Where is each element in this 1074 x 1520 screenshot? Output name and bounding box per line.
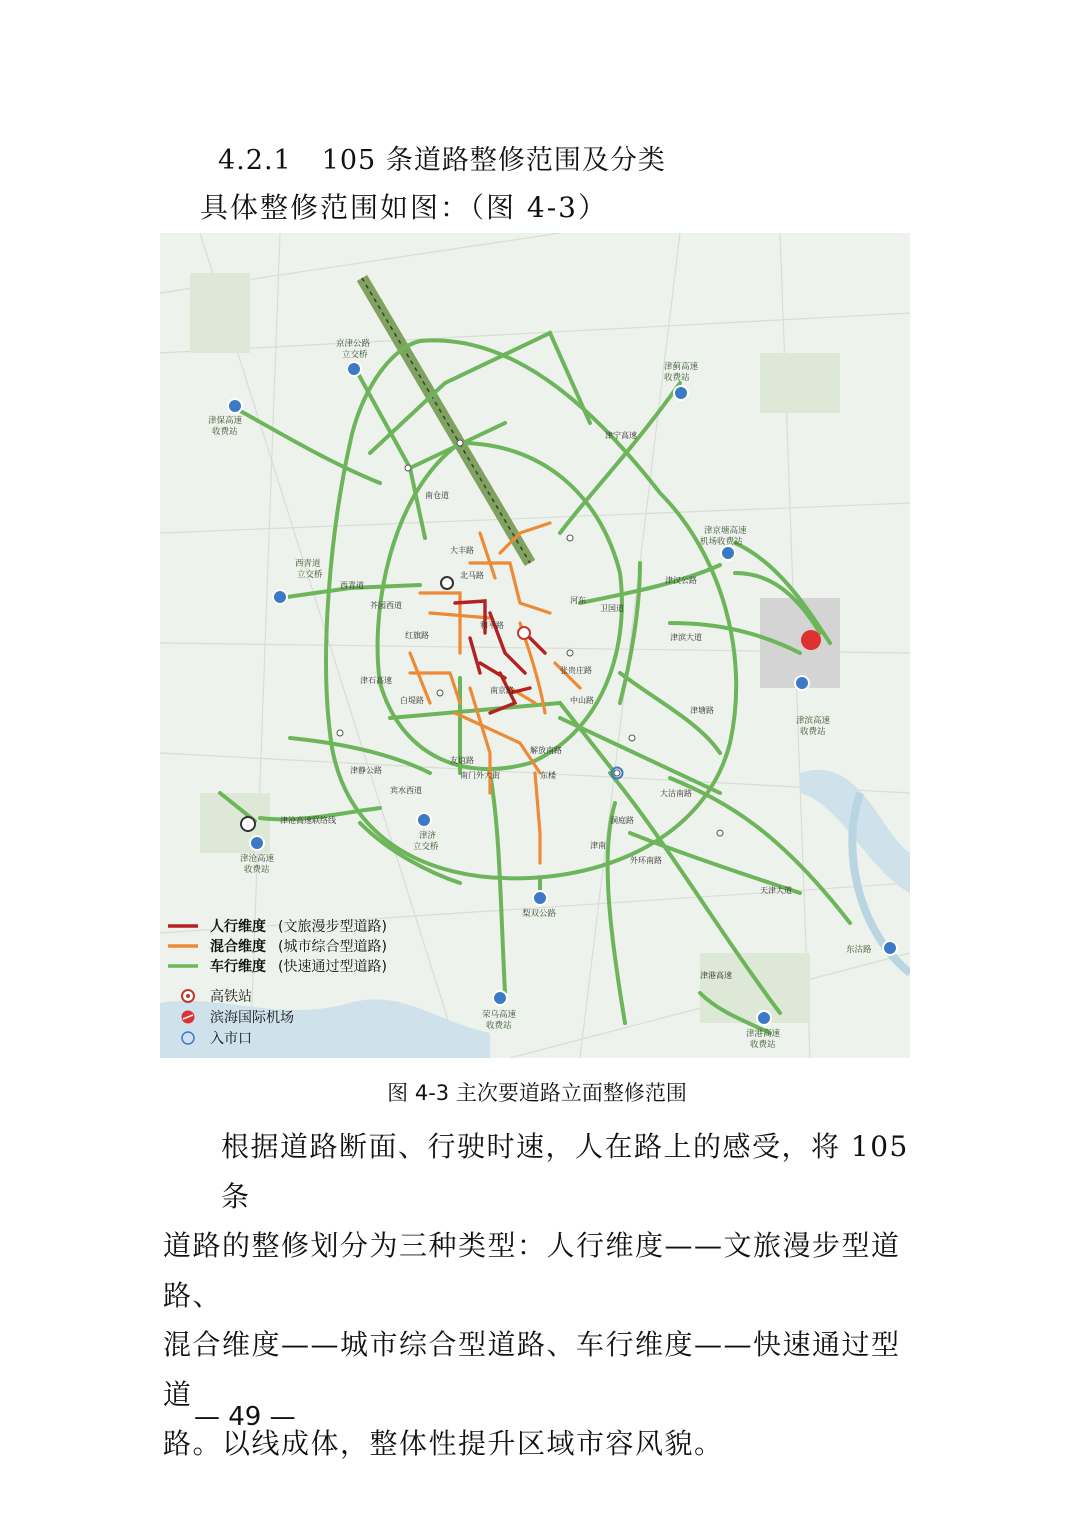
road-label: 大沽南路 — [660, 789, 692, 798]
city-entrance-icon — [182, 1032, 194, 1044]
place-label: 立交桥 — [342, 350, 368, 360]
road-label: 西青道 — [340, 581, 364, 590]
road-label: 北马路 — [460, 571, 484, 580]
road-label: 津塘路 — [690, 706, 714, 715]
road-label: 红旗路 — [405, 631, 429, 640]
place-label: 津港高速 — [746, 1029, 781, 1039]
place-label: 西青道 — [295, 559, 321, 569]
road-label: 宾水西道 — [390, 786, 422, 795]
road-label: 南门外大街 — [460, 771, 500, 780]
road-label: 津港高速 — [700, 971, 732, 980]
place-label: 京津公路 — [336, 339, 371, 349]
airport-marker — [801, 630, 821, 650]
road-label: 大丰路 — [450, 546, 474, 555]
paragraph-line: 混合维度——城市综合型道路、车行维度——快速通过型道 — [163, 1328, 901, 1411]
place-label: 机场收费站 — [700, 537, 743, 547]
place-label: 收费站 — [800, 727, 826, 737]
road-label: 卫国道 — [600, 604, 624, 613]
legend-pedestrian-desc: (文旅漫步型道路) — [278, 919, 387, 935]
section-title: 105 条道路整修范围及分类 — [321, 145, 666, 176]
place-label: 立交桥 — [297, 570, 323, 580]
legend-mixed-desc: (城市综合型道路) — [278, 939, 387, 955]
road-label: 津汉公路 — [665, 576, 697, 585]
place-label: 津京塘高速 — [704, 526, 747, 536]
road-label: 津滨大道 — [670, 633, 702, 642]
road-label: 洞庭路 — [610, 816, 634, 825]
road-label: 芥园西道 — [370, 601, 402, 610]
legend-vehicle-label: 车行维度 — [210, 959, 266, 975]
place-label: 收费站 — [486, 1021, 512, 1031]
road-label: 外环南路 — [630, 856, 662, 865]
legend-mixed-label: 混合维度 — [210, 939, 266, 955]
place-label: 立交桥 — [413, 842, 439, 852]
place-label: 津滨高速 — [796, 716, 831, 726]
road-label: 天津大道 — [760, 886, 792, 895]
road-label: 白堤路 — [400, 696, 424, 705]
road-label: 解放南路 — [530, 746, 562, 755]
place-label: 收费站 — [750, 1040, 776, 1050]
paragraph-line: 根据道路断面、行驶时速，人在路上的感受，将 105 条 — [221, 1130, 909, 1213]
road-label: 津宁高速 — [605, 431, 637, 440]
section-heading — [218, 138, 666, 177]
road-renovation-map — [160, 233, 910, 1058]
road-label: 和平路 — [480, 621, 504, 630]
section-number: 4.2.1 — [218, 145, 292, 176]
legend-entrance-label: 入市口 — [210, 1031, 252, 1047]
road-label: 张贵庄路 — [560, 666, 592, 675]
intro-text: 具体整修范围如图：（图 4-3） — [200, 191, 608, 224]
figure-caption: 图 4-3 主次要道路立面整修范围 — [387, 1081, 687, 1105]
legend-hsr-label: 高铁站 — [210, 989, 252, 1005]
place-label: 收费站 — [664, 373, 690, 383]
place-label: 津济 — [419, 831, 437, 841]
paragraph-line: 路。以线成体，整体性提升区域市容风貌。 — [163, 1427, 724, 1460]
road-label: 南仓道 — [425, 491, 449, 500]
road-label: 东楼 — [540, 771, 556, 780]
place-label: 收费站 — [212, 427, 238, 437]
legend-vehicle-desc: (快速通过型道路) — [278, 959, 387, 975]
place-label: 东沽路 — [846, 945, 872, 955]
road-label: 津石高速 — [360, 676, 392, 685]
page-number: — 49 — — [194, 1402, 296, 1432]
legend-pedestrian-label: 人行维度 — [210, 919, 266, 935]
place-label: 荣乌高速 — [482, 1010, 517, 1020]
road-label: 津南 — [590, 841, 606, 850]
paragraph-line: 道路的整修划分为三种类型：人行维度——文旅漫步型道路、 — [163, 1229, 901, 1312]
road-label: 南京路 — [490, 686, 514, 695]
place-label: 津蓟高速 — [664, 362, 699, 372]
place-label: 津保高速 — [208, 416, 243, 426]
road-label: 津静公路 — [350, 766, 382, 775]
road-label: 中山路 — [570, 696, 594, 705]
road-label: 津沧高速联络线 — [280, 816, 336, 825]
place-label: 津沧高速 — [240, 854, 275, 864]
place-label: 梨双公路 — [522, 909, 557, 919]
place-label: 收费站 — [244, 865, 270, 875]
road-label: 河东 — [570, 596, 586, 605]
legend-airport-label: 滨海国际机场 — [210, 1010, 294, 1026]
road-label: 友谊路 — [450, 756, 474, 765]
